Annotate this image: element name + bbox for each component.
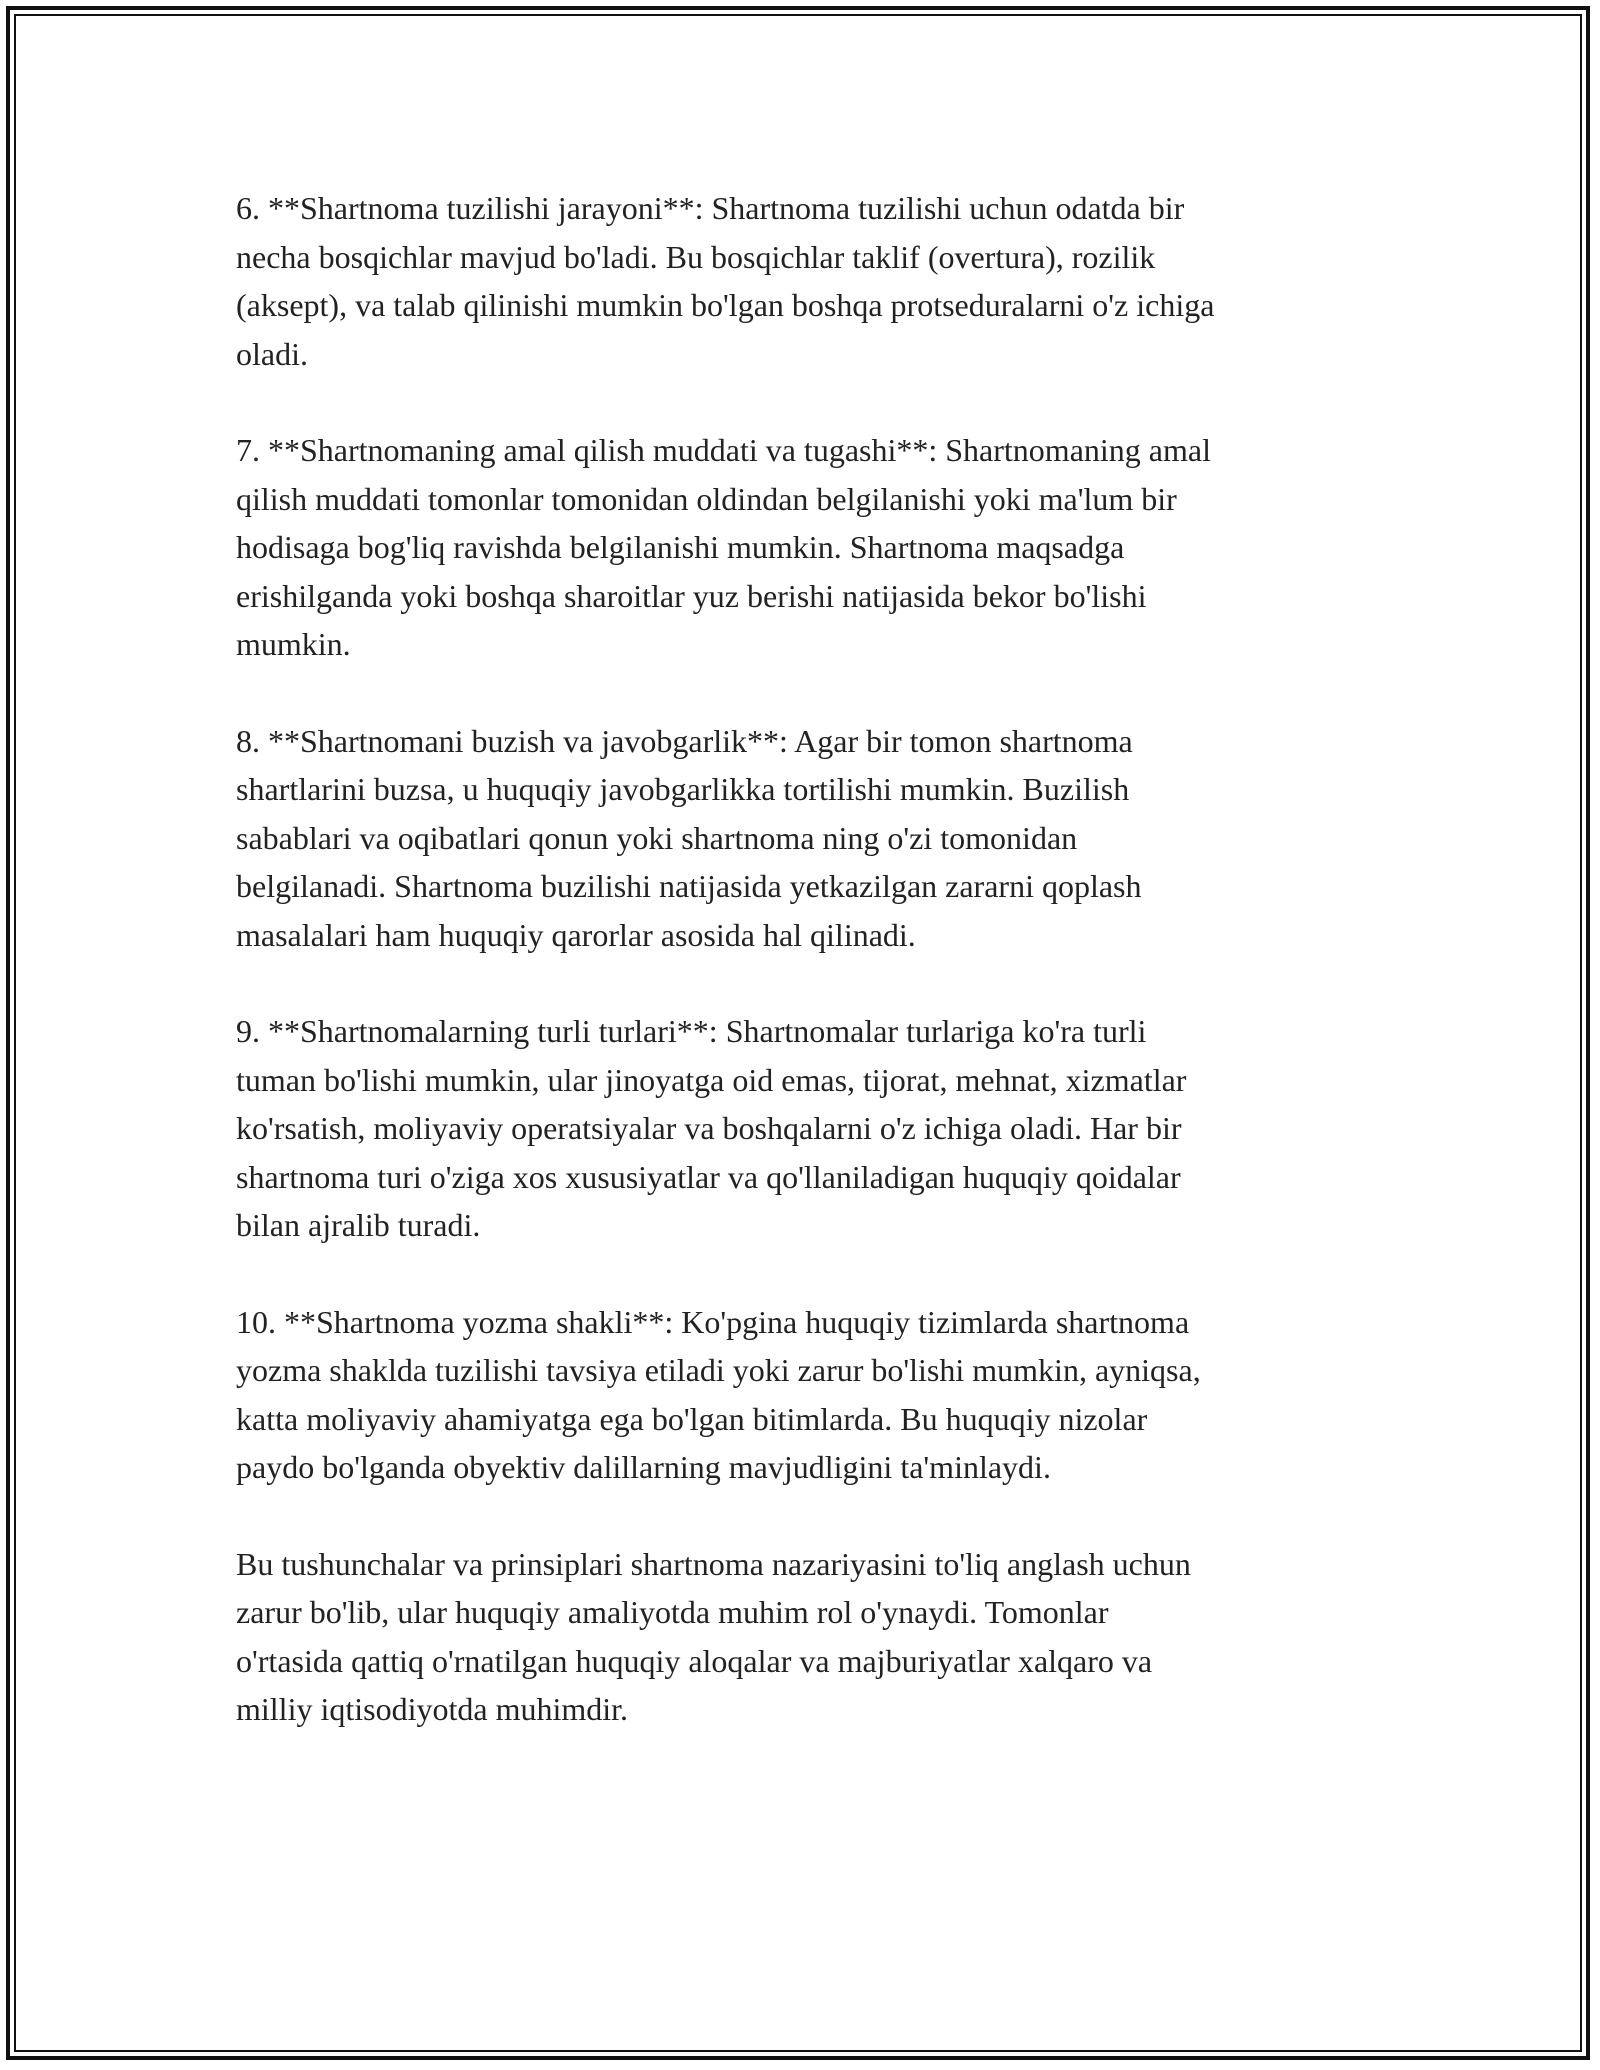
text-line: (aksept), va talab qilinishi mumkin bo'lgan boshqa protseduralarni o'z ichiga [236,287,1215,323]
text-line: 9. **Shartnomalarning turli turlari**: Shartnomalar turlariga ko'ra turli [236,1013,1147,1049]
text-line: paydo bo'lganda obyektiv dalillarning mavjudligini ta'minlaydi. [236,1449,1051,1485]
text-line: yozma shakldа tuzilishi tavsiya etiladi yoki zarur bo'lishi mumkin, ayniqsa, [236,1352,1201,1388]
paragraph-7-contract-term [236,426,1376,669]
text-line: o'rtasida qattiq o'rnatilgan huquqiy aloqalar va majburiyatlar xalqaro va [236,1642,1153,1679]
paragraph-conclusion [236,1540,1376,1734]
document-body [236,184,1376,1782]
text-line: tuman bo'lishi mumkin, ular jinoyatga oid emas, tijorat, mehnat, xizmatlar [236,1061,1187,1098]
paragraph-6-contract-formation [236,184,1376,378]
text-line: masalalari ham huquqiy qarorlar asosida hal qilinadi. [236,916,916,953]
text-line: shartnoma turi o'ziga xos xususiyatlar va qo'llaniladigan huquqiy qoidalar [236,1158,1181,1195]
text-line: 6. **Shartnoma tuzilishi jarayoni**: Shartnoma tuzilishi uchun odatda bir [236,190,1185,226]
text-line: 7. **Shartnomaning amal qilish muddati va tugashi**: Shartnomaning amal [236,432,1211,468]
paragraph-8-breach-liability [236,717,1376,960]
text-line: 10. **Shartnoma yozma shakli**: Ko'pgina huquqiy tizimlarda shartnoma [236,1303,1190,1340]
text-line: belgilanadi. Shartnoma buzilishi natijasida yetkazilgan zararni qoplash [236,868,1142,904]
text-line: mumkin. [236,626,351,662]
text-line: hodisaga bog'liq ravishda belgilanishi mumkin. Shartnoma maqsadga [236,529,1125,565]
text-line: katta moliyaviy ahamiyatga ega bo'lgan bitimlarda. Bu huquqiy nizolar [236,1400,1148,1437]
text-line: qilish muddati tomonlar tomonidan oldindan belgilanishi yoki ma'lum bir [236,480,1177,517]
text-line: 8. **Shartnomani buzish va javobgarlik**: Agar bir tomon shartnoma [236,722,1133,759]
paragraph-9-contract-types [236,1007,1376,1250]
text-line: bilan ajralib turadi. [236,1207,481,1243]
text-line: shartlarini buzsa, u huquqiy javobgarlikka tortilishi mumkin. Buzilish [236,771,1130,807]
paragraph-10-written-form [236,1298,1376,1492]
text-line: sabablari va oqibatlari qonun yoki shartnoma ning o'zi tomonidan [236,819,1078,856]
text-line: Bu tushunchalar va prinsiplari shartnoma nazariyasini to'liq anglash uchun [236,1545,1191,1582]
text-line: necha bosqichlar mavjud bo'ladi. Bu bosqichlar taklif (overtura), rozilik [236,238,1156,275]
text-line: erishilganda yoki boshqa sharoitlar yuz berishi natijasida bekor bo'lishi [236,577,1147,614]
text-line: oladi. [236,335,308,372]
text-line: milliy iqtisodiyotda muhimdir. [236,1691,629,1727]
text-line: zarur bo'lib, ular huquqiy amaliyotda muhim rol o'ynaydi. Tomonlar [236,1594,1109,1630]
text-line: ko'rsatish, moliyaviy operatsiyalar va boshqalarni o'z ichiga oladi. Har bir [236,1110,1182,1146]
